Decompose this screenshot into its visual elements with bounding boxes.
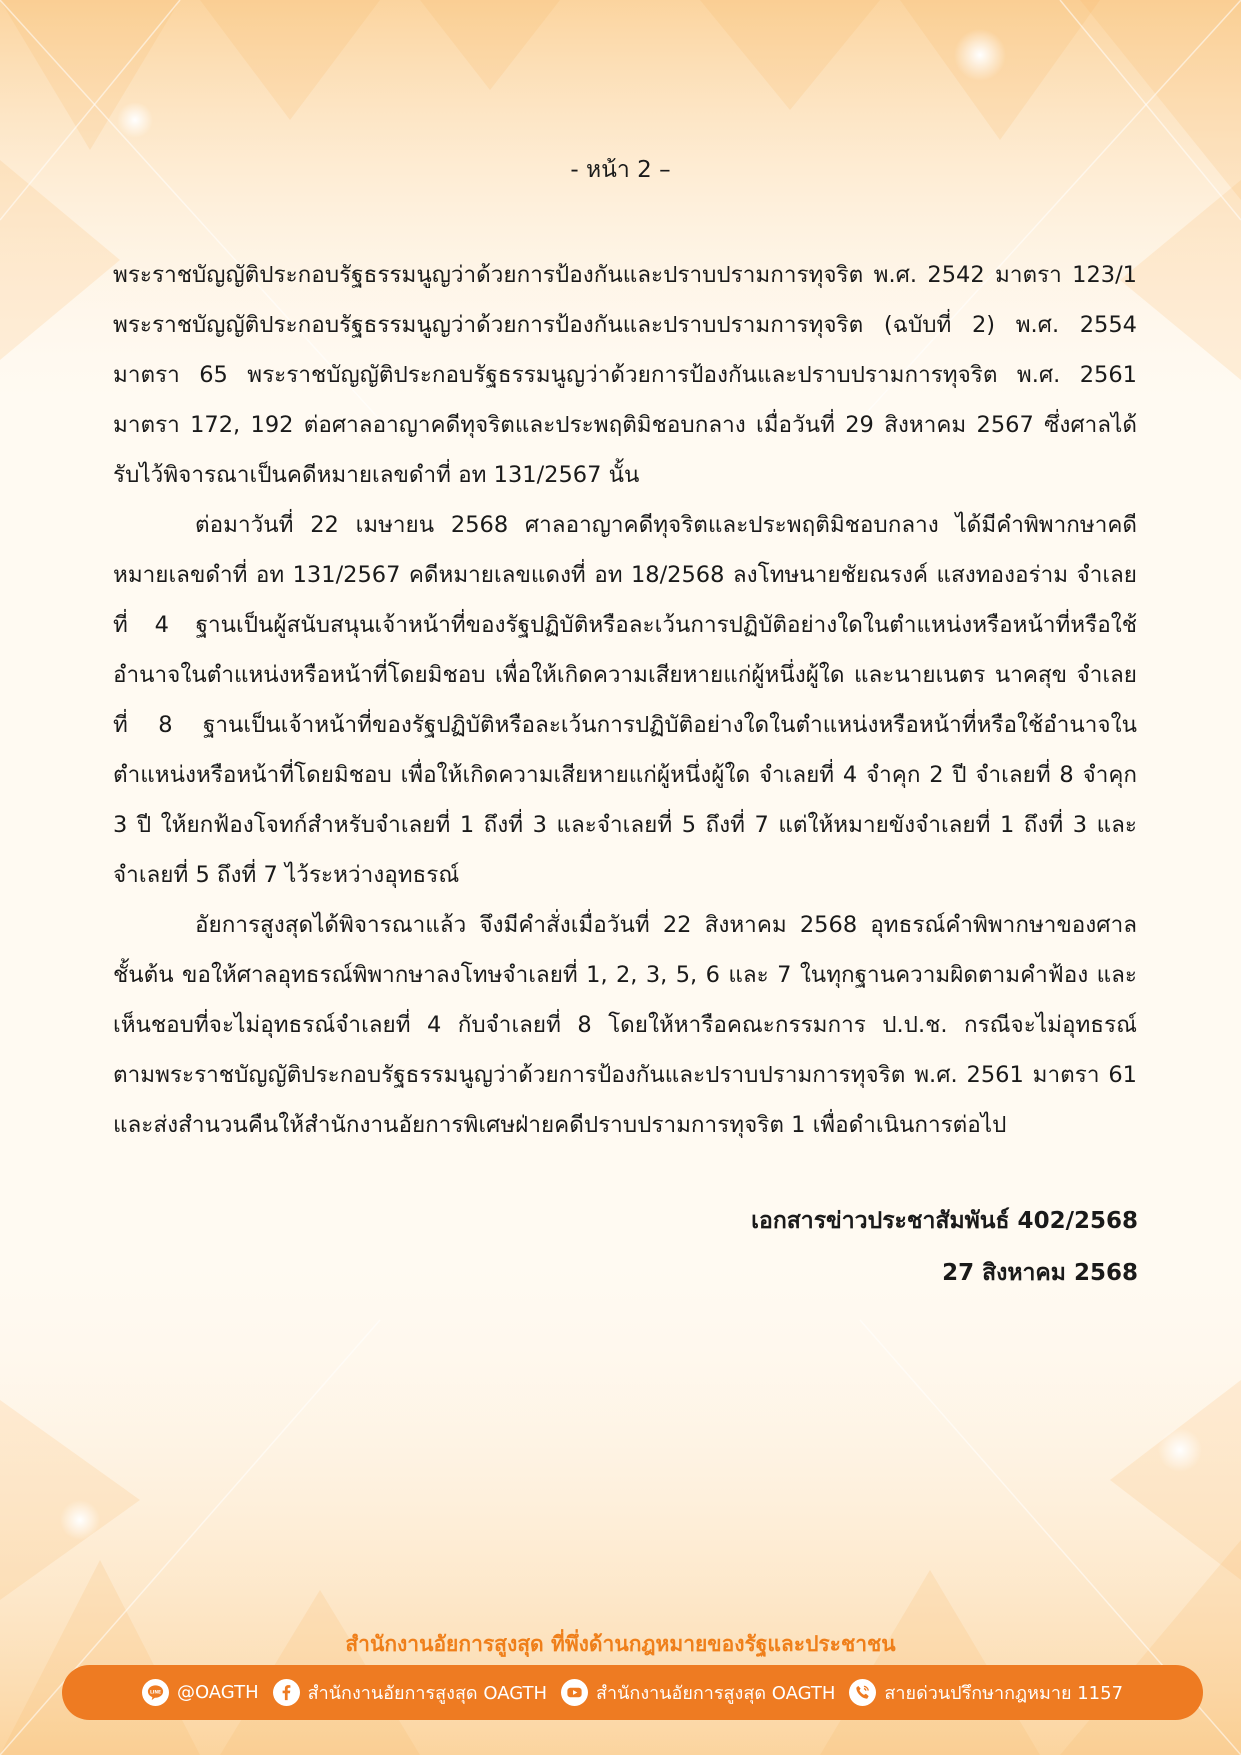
svg-text:LINE: LINE: [149, 1690, 161, 1696]
footer-contact-bar: [62, 1665, 1203, 1720]
footer-hotline-label: สายด่วนปรึกษากฎหมาย 1157: [884, 1683, 1124, 1704]
youtube-icon: [561, 1679, 588, 1706]
document-body: [113, 250, 1137, 1150]
release-date: 27 สิงหาคม 2568: [942, 1260, 1138, 1286]
footer-youtube-label: สำนักงานอัยการสูงสุด OAGTH: [596, 1683, 836, 1704]
body-paragraph-2: ต่อมาวันที่ 22 เมษายน 2568 ศาลอาญาคดีทุจริตและประพฤติมิชอบกลาง ได้มีคำพิพากษาคดีหมายเลขดำที่ อท 131/2567 คดีหมายเลขแดงที่ อท 18/2568 ลงโทษนายชัยณรงค์ แสงทองอร่าม จำเลยที่ 4 ฐานเป็นผู้สนับสนุนเจ้าหน้าที่ของรัฐปฏิบัติหรือละเว้นการปฏิบัติอย่างใดในตำแหน่งหรือหน้าที่หรือใช้อำนาจในตำแหน่งหรือหน้าที่โดยมิชอบ เพื่อให้เกิดความเสียหายแก่ผู้หนึ่งผู้ใด และนายเนตร นาคสุข จำเลยที่ 8 ฐานเป็นเจ้าหน้าที่ของรัฐปฏิบัติหรือละเว้นการปฏิบัติอย่างใดในตำแหน่งหรือหน้าที่หรือใช้อำนาจในตำแหน่งหรือหน้าที่โดยมิชอบ เพื่อให้เกิดความเสียหายแก่ผู้หนึ่งผู้ใด จำเลยที่ 4 จำคุก 2 ปี จำเลยที่ 8 จำคุก 3 ปี ให้ยกฟ้องโจทก์สำหรับจำเลยที่ 1 ถึงที่ 3 และจำเลยที่ 5 ถึงที่ 7 แต่ให้หมายขังจำเลยที่ 1 ถึงที่ 3 และจำเลยที่ 5 ถึงที่ 7 ไว้ระหว่างอุทธรณ์: [113, 512, 1137, 888]
line-icon: [142, 1679, 169, 1706]
footer-facebook-link[interactable]: [273, 1678, 547, 1707]
footer-line-link[interactable]: [142, 1679, 259, 1706]
phone-icon: [849, 1679, 876, 1706]
footer-youtube-link[interactable]: [561, 1678, 835, 1707]
footer-facebook-label: สำนักงานอัยการสูงสุด OAGTH: [307, 1683, 548, 1704]
body-paragraph-1: พระราชบัญญัติประกอบรัฐธรรมนูญว่าด้วยการป้องกันและปราบปรามการทุจริต พ.ศ. 2542 มาตรา 123/1 พระราชบัญญัติประกอบรัฐธรรมนูญว่าด้วยการป้องกันและปราบปรามการทุจริต (ฉบับที่ 2) พ.ศ. 2554 มาตรา 65 พระราชบัญญัติประกอบรัฐธรรมนูญว่าด้วยการป้องกันและปราบปรามการทุจริต พ.ศ. 2561 มาตรา 172, 192 ต่อศาลอาญาคดีทุจริตและประพฤติมิชอบกลาง เมื่อวันที่ 29 สิงหาคม 2567 ซึ่งศาลได้รับไว้พิจารณาเป็นคดีหมายเลขดำที่ อท 131/2567 นั้น: [113, 262, 1137, 488]
press-release-number: เอกสารข่าวประชาสัมพันธ์ 402/2568: [751, 1208, 1138, 1234]
facebook-icon: [273, 1679, 300, 1706]
footer-hotline-link[interactable]: [849, 1678, 1123, 1707]
footer-tagline: สำนักงานอัยการสูงสุด ที่พึ่งด้านกฎหมายของรัฐและประชาชน: [345, 1632, 896, 1656]
signature-block: [751, 1195, 1138, 1299]
page-number: - หน้า 2 –: [570, 157, 671, 183]
footer-line-label: @OAGTH: [176, 1682, 259, 1703]
body-paragraph-3: อัยการสูงสุดได้พิจารณาแล้ว จึงมีคำสั่งเมื่อวันที่ 22 สิงหาคม 2568 อุทธรณ์คำพิพากษาของศาลชั้นต้น ขอให้ศาลอุทธรณ์พิพากษาลงโทษจำเลยที่ 1, 2, 3, 5, 6 และ 7 ในทุกฐานความผิดตามคำฟ้อง และเห็นชอบที่จะไม่อุทธรณ์จำเลยที่ 4 กับจำเลยที่ 8 โดยให้หารือคณะกรรมการ ป.ป.ช. กรณีจะไม่อุทธรณ์ตามพระราชบัญญัติประกอบรัฐธรรมนูญว่าด้วยการป้องกันและปราบปรามการทุจริต พ.ศ. 2561 มาตรา 61 และส่งสำนวนคืนให้สำนักงานอัยการพิเศษฝ่ายคดีปราบปรามการทุจริต 1 เพื่อดำเนินการต่อไป: [113, 912, 1137, 1138]
